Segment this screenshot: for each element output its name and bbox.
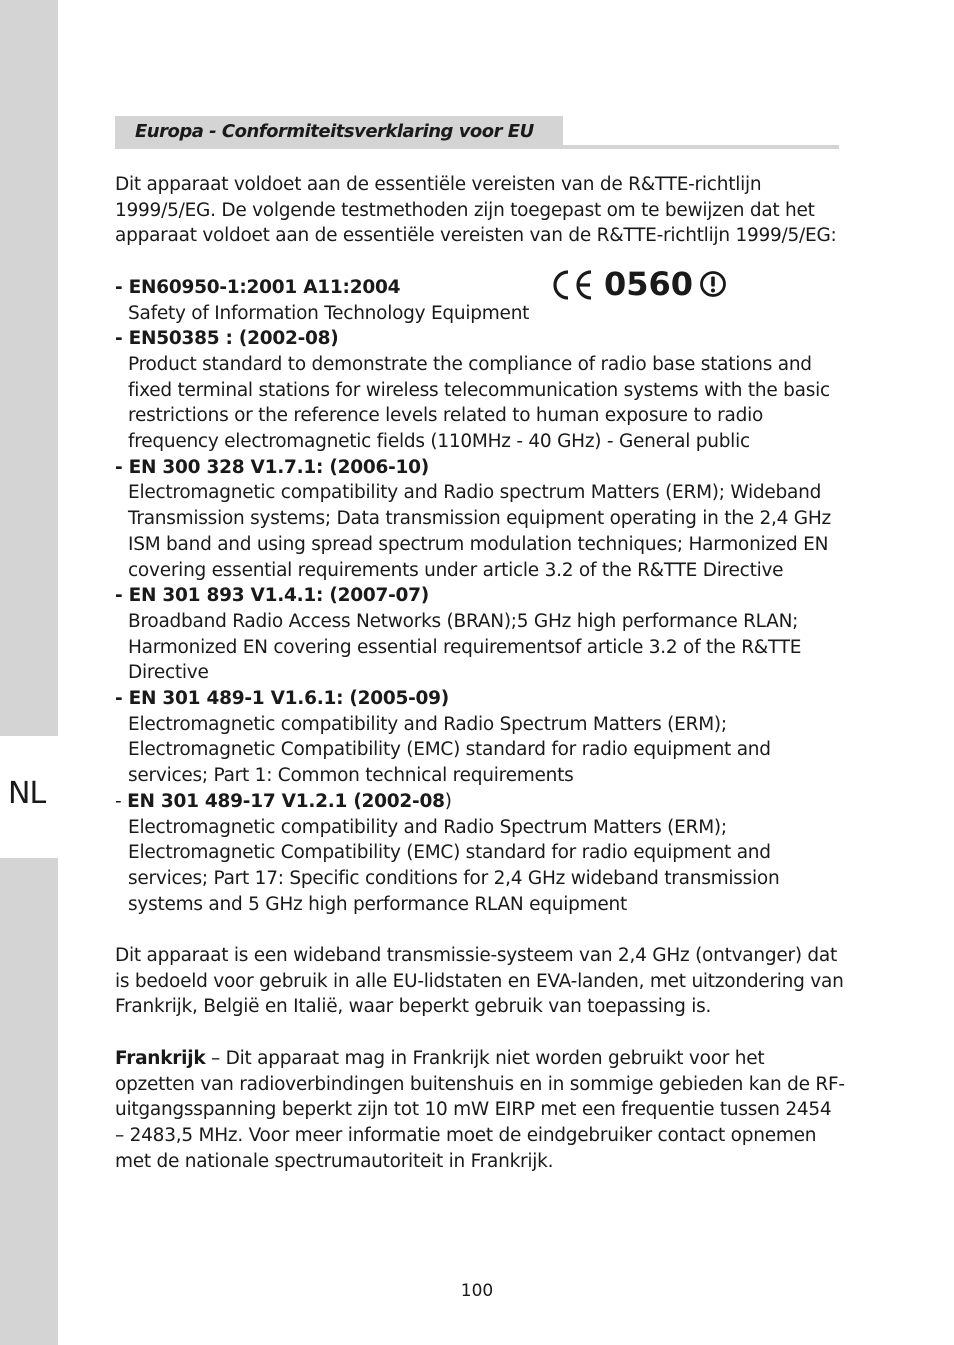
- standard-item: - EN50385 : (2002-08) Product standard to demonstrate the compliance of radio base stations and fixed terminal stations for wireless telecommunication systems with the basic restrictions or the reference levels related to human exposure to radio frequency electromagnetic fields (110MHz - 40 GHz) - General public: [115, 326, 845, 455]
- standard-code: EN60950-1:2001 A11:2004: [128, 276, 401, 298]
- standard-description: Safety of Information Technology Equipment: [128, 302, 530, 324]
- standard-code: EN 301 489-1 V1.6.1: (2005-09): [128, 688, 450, 710]
- standard-description: Electromagnetic compatibility and Radio Spectrum Matters (ERM); Electromagnetic Compatibility (EMC) standard for radio equipment and services; Part 17: Specific conditions for 2,4 GHz wideband transmission systems and 5 GHz high performance RLAN equipment: [128, 816, 780, 915]
- standard-code: EN 300 328 V1.7.1: (2006-10): [128, 456, 429, 478]
- france-label: Frankrijk: [115, 1047, 206, 1069]
- page-number: 100: [460, 1281, 494, 1301]
- document-body: [115, 172, 845, 1174]
- standard-item: - EN 301 893 V1.4.1: (2007-07) Broadband Radio Access Networks (BRAN);5 GHz high performance RLAN; Harmonized EN covering essential requirementsof article 3.2 of the R&TTE Directive: [115, 583, 845, 686]
- standard-code: EN50385 : (2002-08): [128, 328, 339, 350]
- usage-paragraph: Dit apparaat is een wideband transmissie-systeem van 2,4 GHz (ontvanger) dat is bedoeld voor gebruik in alle EU-lidstaten en EVA-landen, met uitzondering van Frankrijk, België en Italië, waar beperkt gebruik van toepassing is.: [115, 945, 844, 1018]
- standard-code: EN 301 489-17 V1.2.1 (2002-08: [127, 790, 445, 812]
- france-text: – Dit apparaat mag in Frankrijk niet worden gebruikt voor het opzetten van radioverbindingen buitenshuis en in sommige gebieden kan de RF-uitgangsspanning beperkt zijn tot 10 mW EIRP met een frequentie tussen 2454 – 2483,5 MHz. Voor meer informatie moet de eindgebruiker contact opnemen met de nationale spectrumautoriteit in Frankrijk.: [115, 1047, 845, 1172]
- standard-description: Product standard to demonstrate the compliance of radio base stations and fixed terminal stations for wireless telecommunication systems with the basic restrictions or the reference levels related to human exposure to radio frequency electromagnetic fields (110MHz - 40 GHz) - General public: [128, 353, 830, 453]
- france-paragraph: [115, 1046, 845, 1175]
- language-label: NL: [8, 776, 46, 811]
- intro-paragraph: Dit apparaat voldoet aan de essentiële vereisten van de R&TTE-richtlijn 1999/5/EG. De volgende testmethoden zijn toegepast om te bewijzen dat het apparaat voldoet aan de essentiële vereisten van de R&TTE-richtlijn 1999/5/EG:: [115, 174, 837, 247]
- standard-item: - EN 301 489-17 V1.2.1 (2002-08) Electromagnetic compatibility and Radio Spectrum Matters (ERM); Electromagnetic Compatibility (EMC) standard for radio equipment and services; Part 17: Specific conditions for 2,4 GHz wideband transmission systems and 5 GHz high performance RLAN equipment: [115, 789, 845, 918]
- standard-item: - EN 301 489-1 V1.6.1: (2005-09) Electromagnetic compatibility and Radio Spectrum Matters (ERM); Electromagnetic Compatibility (EMC) standard for radio equipment and services; Part 1: Common technical requirements: [115, 686, 845, 789]
- standard-description: Electromagnetic compatibility and Radio Spectrum Matters (ERM); Electromagnetic Compatibility (EMC) standard for radio equipment and services; Part 1: Common technical requirements: [128, 713, 771, 787]
- standard-item: - EN 300 328 V1.7.1: (2006-10) Electromagnetic compatibility and Radio spectrum Matters (ERM); Wideband Transmission systems; Data transmission equipment operating in the 2,4 GHz ISM band and using spread spectrum modulation techniques; Harmonized EN covering essential requirements under article 3.2 of the R&TTE Directive: [115, 455, 845, 584]
- standard-code: EN 301 893 V1.4.1: (2007-07): [128, 585, 429, 607]
- standard-description: Electromagnetic compatibility and Radio spectrum Matters (ERM); Wideband Transmission systems; Data transmission equipment operating in the 2,4 GHz ISM band and using spread spectrum modulation techniques; Harmonized EN covering essential requirements under article 3.2 of the R&TTE Directive: [128, 482, 832, 581]
- standard-description: Broadband Radio Access Networks (BRAN);5 GHz high performance RLAN; Harmonized EN covering essential requirementsof article 3.2 of the R&TTE Directive: [128, 610, 802, 684]
- section-title: Europa - Conformiteitsverklaring voor EU: [135, 121, 534, 142]
- language-sidebar: [0, 0, 58, 1345]
- section-header: [115, 116, 563, 149]
- standard-code-suffix: ): [444, 790, 452, 812]
- standard-item: - EN60950-1:2001 A11:2004 Safety of Information Technology Equipment: [115, 275, 845, 326]
- notified-body-number: 0560: [604, 265, 694, 303]
